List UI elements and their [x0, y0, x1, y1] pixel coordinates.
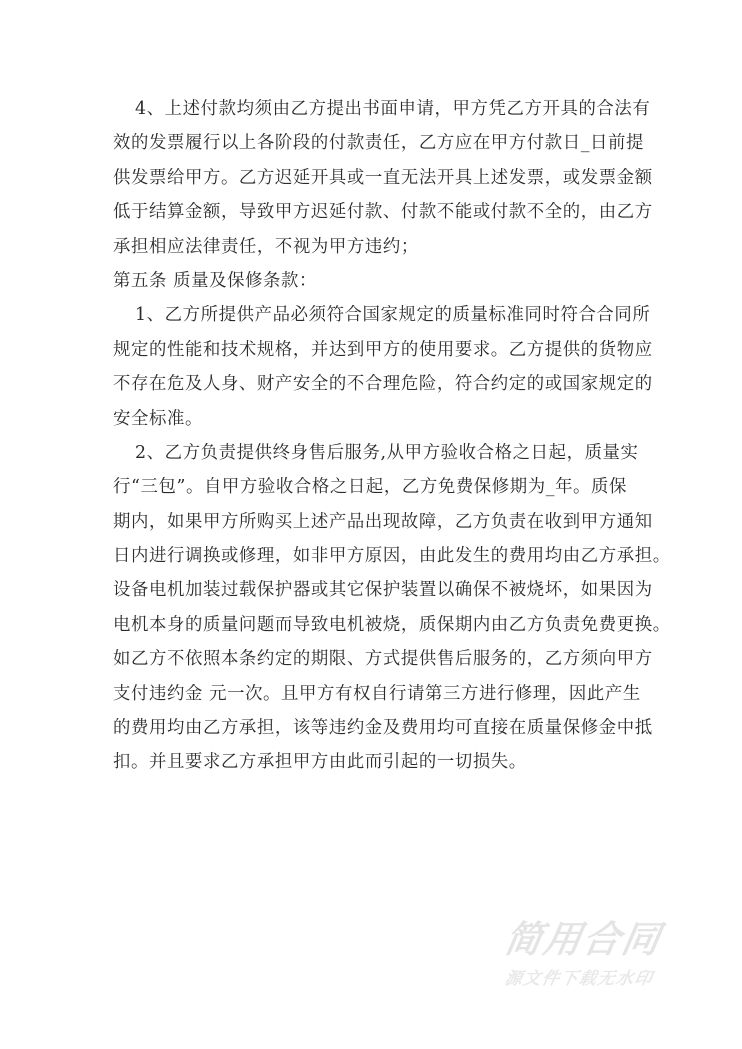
paragraph-4-line: 4、上述付款均须由乙方提出书面申请，甲方凭乙方开具的合法有 — [135, 99, 651, 119]
clause-1-line: 1、乙方所提供产品必须符合国家规定的质量标准同时符合合同所 — [135, 305, 651, 326]
watermark — [501, 918, 705, 994]
paragraph-4-line: 效的发票履行以上各阶段的付款责任，乙方应在甲方付款日_日前提 — [113, 133, 645, 154]
clause-2-line: 如乙方不依照本条约定的期限、方式提供售后服务的，乙方须向甲方 — [113, 649, 653, 670]
clause-2-line: 2、乙方负责提供终身售后服务,从甲方验收合格之日起，质量实 — [135, 442, 639, 463]
paragraph-4-line: 低于结算金额，导致甲方迟延付款、付款不能或付款不全的，由乙方 — [113, 202, 653, 223]
watermark-subtitle: 源文件下载无水印 — [503, 969, 655, 989]
clause-1-line: 不存在危及人身、财产安全的不合理危险，符合约定的或国家规定的 — [113, 374, 653, 395]
paragraph-4-line: 承担相应法律责任，不视为甲方违约； — [113, 236, 419, 257]
clause-2-line: 日内进行调换或修理，如非甲方原因，由此发生的费用均由乙方承担。 — [113, 546, 671, 567]
paragraph-4-line: 供发票给甲方。乙方迟延开具或一直无法开具上述发票，或发票金额 — [113, 167, 653, 188]
clause-2-line: 的费用均由乙方承担，该等违约金及费用均可直接在质量保修金中抵 — [113, 718, 653, 739]
clause-2-line: 期内，如果甲方所购买上述产品出现故障，乙方负责在收到甲方通知 — [113, 511, 653, 532]
clause-2-line: 行“三包”。自甲方验收合格之日起，乙方免费保修期为_年。质保 — [113, 477, 628, 498]
clause-2-line: 设备电机加装过载保护器或其它保护装置以确保不被烧坏，如果因为 — [113, 580, 653, 601]
clause-1-line: 规定的性能和技术规格，并达到甲方的使用要求。乙方提供的货物应 — [113, 339, 653, 360]
section-heading-article-5: 第五条 质量及保修条款： — [113, 270, 318, 291]
clause-2-line: 支付违约金 元一次。且甲方有权自行请第三方进行修理，因此产生 — [113, 683, 641, 704]
clause-2-line: 电机本身的质量问题而导致电机被烧，质保期内由乙方负责免费更换。 — [113, 614, 671, 635]
clause-1-line: 安全标准。 — [113, 408, 203, 429]
document-body — [113, 92, 671, 780]
watermark-title: 简用合同 — [501, 918, 665, 961]
clause-2-line: 扣。并且要求乙方承担甲方由此而引起的一切损失。 — [113, 752, 527, 773]
